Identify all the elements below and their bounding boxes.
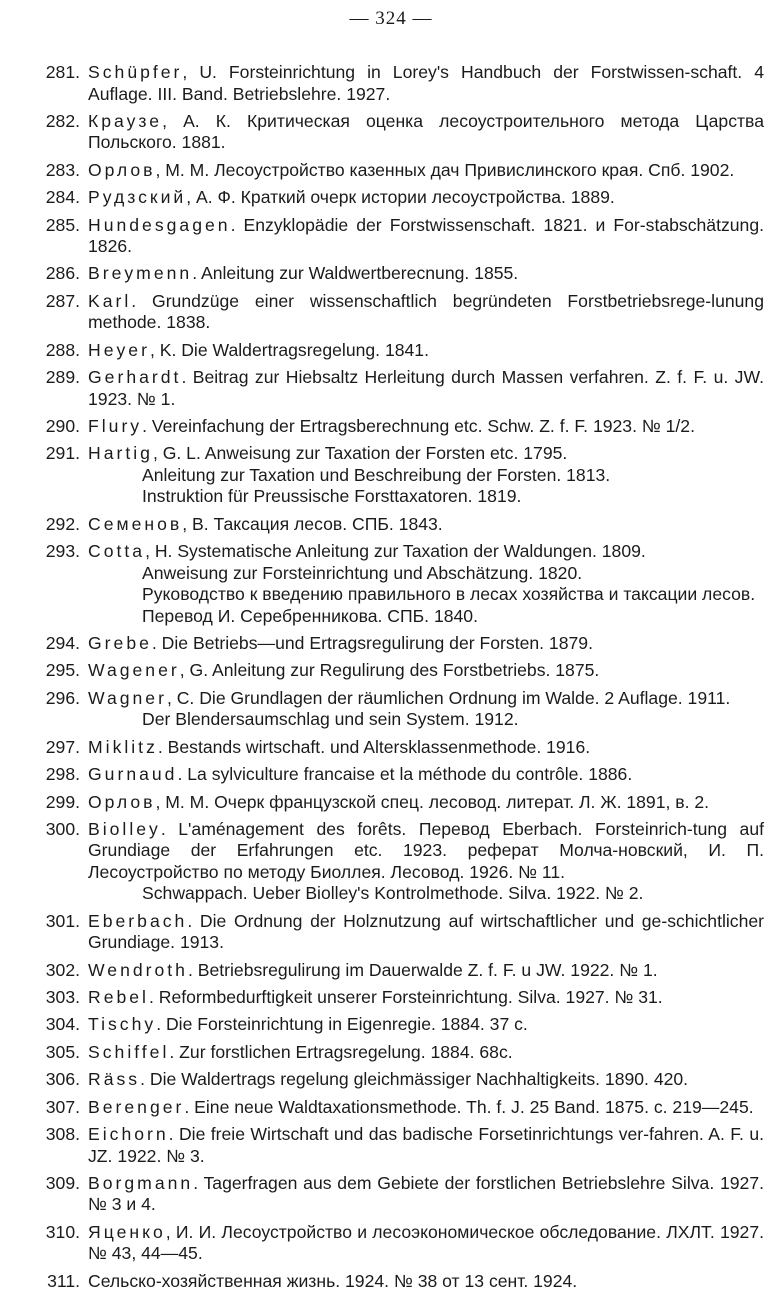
reference-author: Орлов <box>88 791 156 812</box>
reference-number: 299. <box>45 791 80 812</box>
reference-item <box>0 367 782 410</box>
reference-author: Wagner <box>88 687 167 708</box>
reference-citation: , G. Anleitung zur Regulirung des Forstbetriebs. 1875. <box>179 660 600 681</box>
reference-number: 288. <box>45 339 80 360</box>
reference-author: Краузе <box>88 110 163 131</box>
reference-author: Berenger <box>88 1096 185 1117</box>
reference-author: Breymenn <box>88 263 193 284</box>
reference-citation-continued: Instruktion für Preussische Forsttaxatoren. 1819. <box>142 486 522 507</box>
page-number: — 324 — <box>349 8 433 29</box>
reference-number: 284. <box>45 187 80 208</box>
reference-text <box>88 111 764 154</box>
reference-number: 287. <box>45 290 80 311</box>
reference-number: 286. <box>45 263 80 284</box>
reference-citation: . Die Betriebs—und Ertragsregulirung der Forsten. 1879. <box>151 633 593 654</box>
reference-item <box>0 1014 782 1036</box>
reference-number: 300. <box>45 818 80 839</box>
reference-item <box>0 187 782 209</box>
reference-item <box>0 1124 782 1167</box>
reference-text <box>88 660 764 682</box>
reference-number: 281. <box>45 62 80 82</box>
reference-citation: . L'aménagement des forêts. Перевод Eberbach. Forsteinrich-tung auf Grundiage der Erfahrungen etc. 1923. реферат Молча-новский, И. П. Лесоустройство по методу Биоллея. Лесовод. 1926. № 11. <box>88 818 764 882</box>
reference-item <box>0 911 782 954</box>
reference-item <box>0 1222 782 1265</box>
reference-number: 297. <box>45 736 80 757</box>
reference-number: 294. <box>45 633 80 654</box>
reference-text <box>88 160 764 182</box>
reference-item <box>0 1173 782 1216</box>
reference-citation: , А. Ф. Краткий очерк истории лесоустройства. 1889. <box>186 187 615 208</box>
reference-citation: . Die Ordnung der Holznutzung auf wirtschaftlicher und ge-schichtlicher Grundiage. 1913. <box>88 910 764 953</box>
reference-text <box>88 911 764 954</box>
reference-author: Яценко <box>88 1221 166 1242</box>
reference-number: 296. <box>45 687 80 708</box>
reference-item <box>0 160 782 182</box>
reference-author: Gurnaud <box>88 764 178 785</box>
reference-text <box>88 819 764 905</box>
reference-number: 306. <box>45 1069 80 1090</box>
reference-text <box>88 215 764 258</box>
reference-author: Eberbach <box>88 910 188 931</box>
reference-number: 283. <box>45 159 80 180</box>
reference-author: Рудзский <box>88 187 187 208</box>
reference-citation: , K. Die Waldertragsregelung. 1841. <box>149 339 429 360</box>
reference-text <box>88 1222 764 1265</box>
reference-number: 302. <box>45 959 80 980</box>
reference-number: 289. <box>45 367 80 388</box>
reference-number: 291. <box>45 443 80 464</box>
reference-author: Wagener <box>88 660 180 681</box>
reference-number: 308. <box>45 1124 80 1145</box>
reference-citation: . Betriebsregulirung im Dauerwalde Z. f. F. u JW. 1922. № 1. <box>187 959 658 980</box>
reference-number: 309. <box>45 1172 80 1193</box>
reference-item <box>0 416 782 438</box>
reference-text <box>88 987 764 1009</box>
reference-citation: . Die freie Wirtschaft und das badische Forsetinrichtungs ver-fahren. A. F. u. JZ. 1922. № 3. <box>88 1124 764 1166</box>
reference-author: Rebel <box>88 987 149 1008</box>
reference-text <box>88 62 764 105</box>
reference-author: Karl <box>88 290 132 311</box>
reference-author: Heyer <box>88 339 150 360</box>
reference-citation: . Anleitung zur Waldwertberecnung. 1855. <box>192 263 519 284</box>
reference-author: Wendroth <box>88 959 188 980</box>
reference-citation: , М. М. Лесоустройство казенных дач Привислинского края. Спб. 1902. <box>155 159 735 180</box>
reference-citation: , М. М. Очерк французской спец. лесовод. литерат. Л. Ж. 1891, в. 2. <box>155 791 710 812</box>
reference-text <box>88 737 764 759</box>
reference-citation: . Grundzüge einer wissenschaftlich begründeten Forstbetriebsrege-lunung methode. 1838. <box>88 290 764 333</box>
reference-number: 293. <box>45 541 80 562</box>
reference-citation: . Reformbedurftigkeit unserer Forsteinrichtung. Silva. 1927. № 31. <box>148 987 663 1008</box>
reference-item <box>0 1097 782 1119</box>
reference-item <box>0 263 782 285</box>
reference-author: Miklitz <box>88 736 158 757</box>
reference-number: 285. <box>45 214 80 235</box>
reference-item <box>0 340 782 362</box>
reference-citation-continued: Der Blendersaumschlag und sein System. 1912. <box>142 709 519 730</box>
reference-author: Gerhardt <box>88 367 182 388</box>
reference-text <box>88 960 764 982</box>
reference-text <box>88 443 764 508</box>
reference-author: Flury <box>88 416 143 437</box>
reference-number: 303. <box>45 987 80 1008</box>
reference-number: 295. <box>45 660 80 681</box>
reference-item <box>0 1271 782 1293</box>
reference-author: Hartig <box>88 443 153 464</box>
reference-citation: . La sylviculture francaise et la méthode du contrôle. 1886. <box>177 764 633 785</box>
reference-author: Cotta <box>88 541 146 562</box>
reference-author: Biolley <box>88 818 161 839</box>
reference-citation: Сельско-хозяйственная жизнь. 1924. № 38 от 13 сент. 1924. <box>88 1270 578 1291</box>
reference-citation: , И. И. Лесоустройство и лесоэкономическое обследование. ЛХЛТ. 1927. № 43, 44—45. <box>88 1221 764 1264</box>
reference-item <box>0 541 782 627</box>
reference-author: Borgmann <box>88 1172 194 1193</box>
reference-text <box>88 1271 764 1293</box>
reference-list <box>0 62 782 1298</box>
reference-item <box>0 215 782 258</box>
reference-citation: . Eine neue Waldtaxationsmethode. Th. f. J. 25 Band. 1875. с. 219—245. <box>184 1096 754 1117</box>
reference-citation: . Zur forstlichen Ertragsregelung. 1884. 68с. <box>169 1041 513 1062</box>
reference-number: 304. <box>45 1014 80 1035</box>
reference-citation: . Vereinfachung der Ertragsberechnung etc. Schw. Z. f. F. 1923. № 1/2. <box>142 416 695 437</box>
reference-author: Grebe <box>88 633 152 654</box>
reference-number: 310. <box>45 1221 80 1242</box>
reference-item <box>0 764 782 786</box>
reference-author: Schüpfer <box>88 62 183 82</box>
reference-citation: . Enzyklopädie der Forstwissenschaft. 1821. и For-stabschätzung. 1826. <box>88 214 764 257</box>
reference-text <box>88 291 764 334</box>
reference-item <box>0 62 782 105</box>
reference-number: 292. <box>45 513 80 534</box>
reference-text <box>88 367 764 410</box>
reference-author: Hundesgagen <box>88 214 231 235</box>
reference-text <box>88 541 764 627</box>
reference-author: Семенов <box>88 513 183 534</box>
reference-text <box>88 1124 764 1167</box>
reference-text <box>88 688 764 731</box>
reference-item <box>0 960 782 982</box>
reference-number: 305. <box>45 1041 80 1062</box>
reference-citation: . Die Forsteinrichtung in Eigenregie. 1884. 37 с. <box>156 1014 528 1035</box>
reference-text <box>88 633 764 655</box>
reference-item <box>0 987 782 1009</box>
reference-number: 301. <box>45 910 80 931</box>
reference-author: Räss <box>88 1069 141 1090</box>
reference-text <box>88 1014 764 1036</box>
reference-citation-continued: Anweisung zur Forsteinrichtung und Abschätzung. 1820. <box>142 562 583 583</box>
reference-number: 282. <box>45 110 80 131</box>
reference-text <box>88 187 764 209</box>
reference-item <box>0 1042 782 1064</box>
reference-citation: , C. Die Grundlagen der räumlichen Ordnung im Walde. 2 Auflage. 1911. <box>166 687 731 708</box>
reference-item <box>0 792 782 814</box>
reference-text <box>88 1097 764 1119</box>
reference-text <box>88 340 764 362</box>
reference-citation: , В. Таксация лесов. СПБ. 1843. <box>182 513 443 534</box>
reference-item <box>0 291 782 334</box>
reference-item <box>0 819 782 905</box>
reference-citation-continued: Руководство к введению правильного в лесах хозяйства и таксации лесов. Перевод И. Серебренникова. СПБ. 1840. <box>142 584 756 626</box>
reference-author: Eichorn <box>88 1124 169 1145</box>
reference-text <box>88 792 764 814</box>
reference-citation-continued: Anleitung zur Taxation und Beschreibung der Forsten. 1813. <box>142 464 611 485</box>
reference-item <box>0 737 782 759</box>
reference-citation-continued: Schwappach. Ueber Biolley's Kontrolmethode. Silva. 1922. № 2. <box>142 883 644 904</box>
reference-citation: . Die Waldertrags regelung gleichmässiger Nachhaltigkeits. 1890. 420. <box>140 1069 689 1090</box>
reference-citation: , G. L. Anweisung zur Taxation der Forsten etc. 1795. <box>152 443 568 464</box>
reference-item <box>0 660 782 682</box>
reference-text <box>88 1042 764 1064</box>
reference-item <box>0 111 782 154</box>
reference-item <box>0 443 782 508</box>
reference-text <box>88 1069 764 1091</box>
reference-text <box>88 263 764 285</box>
reference-text <box>88 416 764 438</box>
reference-citation: , H. Systematische Anleitung zur Taxation der Waldungen. 1809. <box>145 541 646 562</box>
reference-author: Орлов <box>88 159 156 180</box>
reference-text <box>88 764 764 786</box>
reference-number: 311. <box>47 1270 80 1291</box>
reference-number: 307. <box>45 1096 80 1117</box>
reference-citation: . Bestands wirtschaft. und Altersklassenmethode. 1916. <box>157 736 591 757</box>
reference-item <box>0 1069 782 1091</box>
reference-item <box>0 633 782 655</box>
reference-item <box>0 688 782 731</box>
reference-citation: . Beitrag zur Hiebsaltz Herleitung durch Massen verfahren. Z. f. F. u. JW. 1923. № 1. <box>88 367 764 409</box>
reference-author: Schiffel <box>88 1041 170 1062</box>
reference-author: Tischy <box>88 1014 157 1035</box>
reference-text <box>88 1173 764 1216</box>
reference-text <box>88 514 764 536</box>
reference-citation: . Tagerfragen aus dem Gebiete der forstlichen Betriebslehre Silva. 1927. № 3 и 4. <box>88 1172 764 1215</box>
reference-number: 290. <box>45 416 80 437</box>
reference-item <box>0 514 782 536</box>
reference-citation: , А. К. Критическая оценка лесоустроительного метода Царства Польского. 1881. <box>88 110 764 153</box>
reference-citation: , U. Forsteinrichtung in Lorey's Handbuch der Forstwissen-schaft. 4 Auflage. III. Band. Betriebslehre. 1927. <box>88 62 764 104</box>
reference-number: 298. <box>45 764 80 785</box>
